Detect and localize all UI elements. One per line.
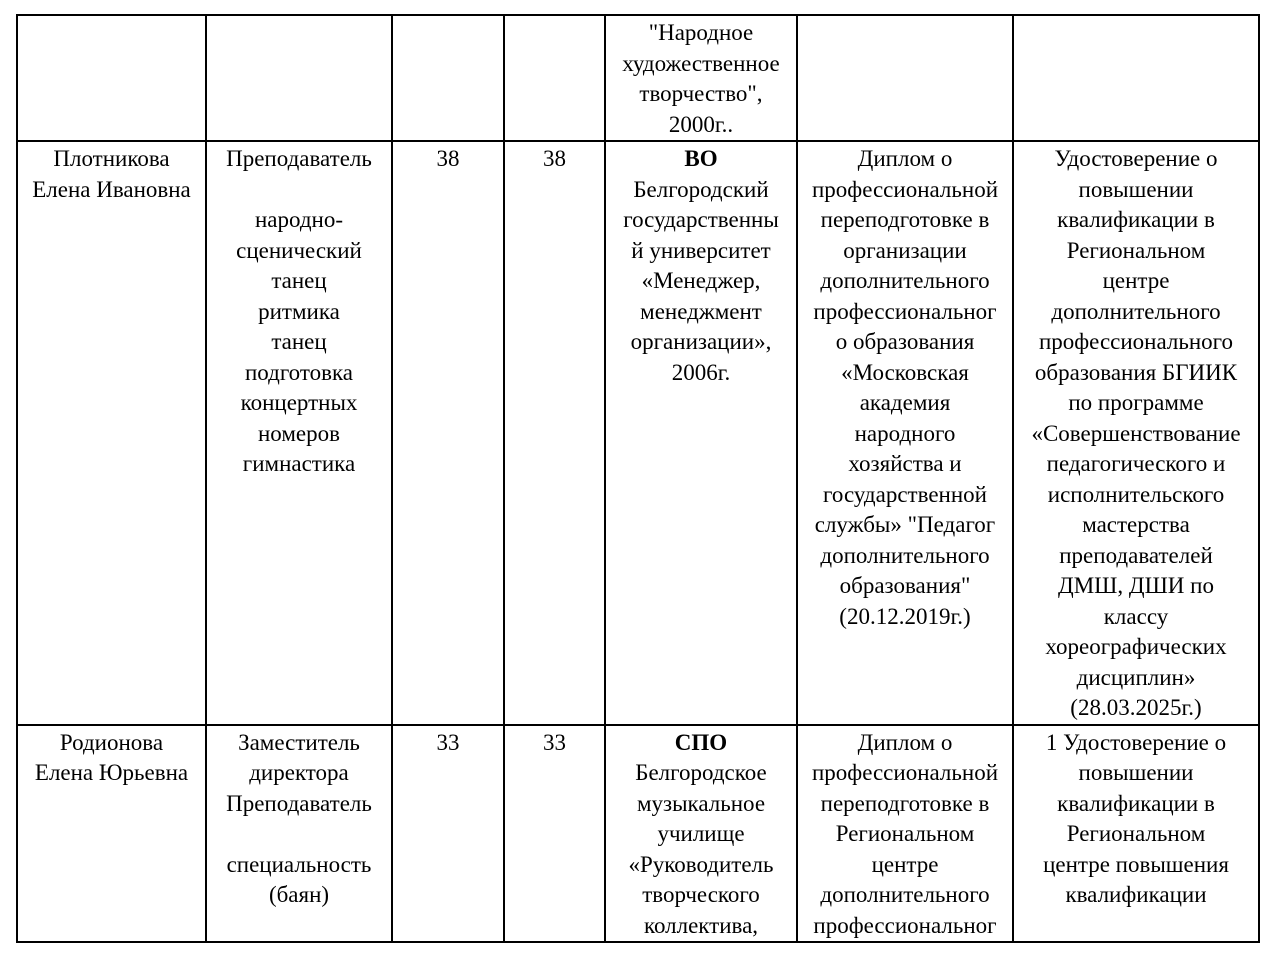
education-line: музыкальное [636, 790, 766, 816]
education-line: коллектива, [643, 912, 759, 938]
retraining-line: профессиональног [813, 912, 997, 938]
retraining-line: государственной [823, 481, 987, 507]
retraining-line: академия [859, 390, 951, 415]
retraining-line: дополнительного [820, 542, 990, 568]
qualification-line: исполнительского [1047, 481, 1225, 507]
qualification-line: дополнительного [1051, 298, 1221, 324]
education-line: творчество", [639, 81, 763, 106]
retraining-line: «Московская [841, 359, 969, 385]
retraining-line: о образования [835, 329, 975, 354]
pedagogical-experience-cell [504, 15, 605, 141]
retraining-line: переподготовке в [820, 790, 990, 816]
total-experience-value: 38 [436, 146, 460, 171]
name-line: Родионова [59, 729, 164, 755]
qualification-line: Удостоверение о [1054, 146, 1218, 171]
education-line: й университет [631, 237, 771, 263]
retraining-line: организации [843, 237, 967, 263]
name-line: Елена Юрьевна [34, 760, 189, 785]
retraining-line: дополнительного [820, 882, 990, 907]
name-line: Плотникова [53, 146, 170, 171]
total-experience-cell [392, 725, 504, 943]
retraining-line: профессиональной [811, 760, 999, 785]
position-line: народно- [254, 207, 344, 232]
qualification-line: центре [1102, 268, 1170, 293]
retraining-line: центре [871, 851, 939, 877]
position-line: гимнастика [242, 451, 356, 476]
retraining-line: хозяйства и [848, 451, 962, 476]
qualification-line: по программе [1068, 390, 1204, 415]
name-line: Елена Ивановна [32, 176, 191, 202]
table-row [17, 15, 1259, 141]
education-line: «Менеджер, [641, 268, 761, 293]
qualification-line: (28.03.2025г.) [1070, 695, 1202, 720]
education-line: государственны [623, 207, 779, 232]
education-cell [605, 141, 797, 725]
position-line: концертных [240, 390, 358, 415]
education-line: "Народное [648, 20, 754, 45]
position-cell [206, 15, 392, 141]
position-line: танец [271, 268, 327, 293]
education-line: художественное [622, 50, 780, 76]
position-line: подготовка [244, 359, 354, 385]
education-line: «Руководитель [628, 851, 774, 877]
retraining-line: переподготовке в [820, 207, 990, 232]
education-line: Белгородский [633, 176, 769, 202]
position-cell [206, 141, 392, 725]
name-cell [17, 141, 206, 725]
pedagogical-experience-value: 38 [543, 146, 566, 171]
position-line: (баян) [268, 882, 330, 907]
education-level: СПО [674, 729, 728, 755]
qualification-line: Региональном [1066, 821, 1206, 846]
education-cell [605, 15, 797, 141]
education-cell [605, 725, 797, 943]
retraining-line: службы» "Педагог [814, 512, 996, 537]
education-line: 2006г. [671, 359, 731, 385]
pedagogical-experience-cell [504, 141, 605, 725]
qualification-line: квалификации [1065, 882, 1207, 907]
position-line: директора [249, 760, 349, 785]
total-experience-value: 33 [436, 729, 460, 755]
retraining-line: дополнительного [820, 268, 990, 293]
qualification-line: «Совершенствование [1031, 420, 1241, 446]
education-line: 2000г.. [668, 111, 734, 137]
staff-table [16, 14, 1260, 943]
retraining-cell [797, 15, 1013, 141]
qualification-line: хореографических [1045, 634, 1227, 659]
retraining-line: профессиональной [811, 176, 999, 202]
qualification-line: педагогического и [1046, 451, 1226, 476]
qualification-line: ДМШ, ДШИ по [1058, 573, 1214, 598]
qualification-cell [1013, 15, 1259, 141]
position-line: ритмика [258, 298, 340, 324]
name-cell [17, 15, 206, 141]
retraining-line: Диплом о [857, 729, 953, 755]
qualification-line: классу [1103, 603, 1169, 629]
qualification-cell [1013, 725, 1259, 943]
table-row [17, 141, 1259, 725]
retraining-line: профессиональног [813, 298, 997, 324]
total-experience-cell [392, 141, 504, 725]
position-line: Преподаватель [226, 146, 372, 171]
retraining-line: (20.12.2019г.) [839, 603, 971, 629]
qualification-line: преподавателей [1059, 542, 1213, 568]
education-line: менеджмент [640, 298, 762, 324]
qualification-line: профессионального [1038, 329, 1234, 354]
qualification-line: Региональном [1066, 237, 1206, 263]
pedagogical-experience-value: 33 [543, 729, 566, 755]
pedagogical-experience-cell [504, 725, 605, 943]
position-line: сценический [236, 237, 362, 263]
position-line: номеров [258, 420, 340, 446]
table-row [17, 725, 1259, 943]
qualification-line: квалификации в [1057, 790, 1215, 816]
qualification-line: повышении [1078, 176, 1194, 202]
position-line [208, 175, 390, 206]
retraining-line: Региональном [835, 821, 975, 846]
qualification-line: квалификации в [1057, 207, 1215, 232]
qualification-line: 1 Удостоверение о [1045, 729, 1227, 755]
retraining-line: Диплом о [857, 146, 953, 171]
education-line: творческого [642, 882, 760, 907]
position-cell [206, 725, 392, 943]
qualification-line: центре повышения [1043, 851, 1229, 877]
qualification-line: повышении [1078, 760, 1194, 785]
qualification-line: образования БГИИК [1034, 359, 1238, 385]
education-line: училище [657, 821, 745, 846]
education-line: организации», [630, 329, 772, 354]
qualification-cell [1013, 141, 1259, 725]
position-line: танец [271, 329, 327, 354]
position-line: Заместитель [238, 729, 360, 755]
qualification-line: мастерства [1082, 512, 1190, 537]
qualification-line: дисциплин» [1076, 664, 1196, 690]
retraining-line: образования" [839, 573, 971, 598]
retraining-cell [797, 141, 1013, 725]
position-line [208, 819, 390, 850]
education-line: Белгородское [635, 760, 767, 785]
retraining-line: народного [854, 420, 956, 446]
position-line: специальность [226, 851, 372, 877]
name-cell [17, 725, 206, 943]
position-line: Преподаватель [226, 790, 372, 816]
retraining-cell [797, 725, 1013, 943]
total-experience-cell [392, 15, 504, 141]
education-level: ВО [684, 146, 718, 171]
